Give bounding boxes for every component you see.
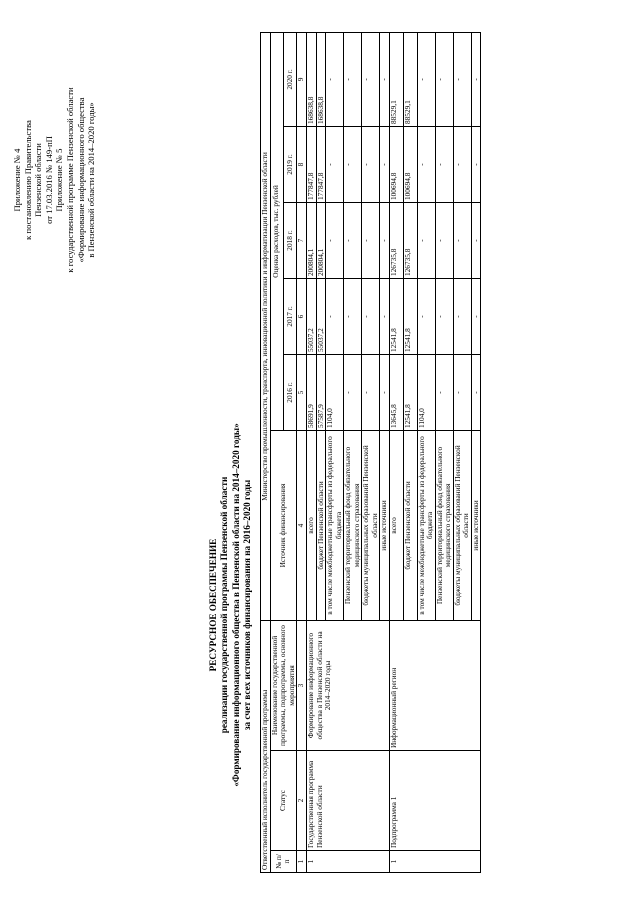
value-cell: - [417, 32, 435, 126]
source-cell: Пензенский территориальный фонд обязательного медицинского страхования [344, 430, 362, 620]
header-source: Источник финансирования [270, 430, 297, 620]
value-cell: - [326, 126, 344, 202]
source-cell: всего [389, 430, 403, 620]
value-cell: - [471, 32, 481, 126]
column-number: 6 [297, 278, 307, 354]
header-year: 2017 г. [283, 278, 296, 354]
value-cell: - [435, 32, 453, 126]
value-cell: 58691,9 [307, 354, 317, 430]
source-cell: иные источники [471, 430, 481, 620]
value-cell: - [471, 354, 481, 430]
header-num: № п/п [270, 851, 297, 873]
value-cell: 168638,8 [316, 32, 326, 126]
source-cell: Пензенский территориальный фонд обязательного медицинского страхования [435, 430, 453, 620]
value-cell: 55037,2 [316, 278, 326, 354]
value-cell: - [417, 202, 435, 278]
resource-table [260, 32, 481, 873]
value-cell: - [453, 126, 471, 202]
value-cell: - [344, 32, 362, 126]
column-number: 2 [297, 751, 307, 851]
value-cell: 168638,8 [307, 32, 317, 126]
value-cell: - [435, 202, 453, 278]
row-name: Формирование информационного общества в Пензенской области на 2014–2020 годы [307, 620, 390, 750]
column-number: 9 [297, 32, 307, 126]
value-cell: - [435, 278, 453, 354]
row-num: 1 [307, 851, 390, 873]
annex-line: к государственной программе Пензенской области [64, 87, 75, 273]
value-cell: 126735,8 [389, 202, 403, 278]
value-cell: 200804,1 [316, 202, 326, 278]
value-cell: 1104,0 [417, 354, 435, 430]
value-cell: 177847,8 [316, 126, 326, 202]
value-cell: 12541,8 [403, 354, 417, 430]
title-line: за счет всех источников финансирования на 2016–2020 годы [242, 479, 253, 731]
value-cell: - [362, 354, 380, 430]
header-row [261, 32, 271, 872]
value-cell: 57587,9 [316, 354, 326, 430]
row-name: Информационный регион [389, 620, 481, 750]
header-row [270, 32, 283, 872]
source-cell: в том числе межбюджетные трансферты из федерального бюджета [417, 430, 435, 620]
value-cell: 88529,1 [389, 32, 403, 126]
value-cell: - [453, 354, 471, 430]
column-number: 8 [297, 126, 307, 202]
source-cell: бюджеты муниципальных образований Пензенской области [453, 430, 471, 620]
source-cell: всего [307, 430, 317, 620]
value-cell: - [344, 126, 362, 202]
annex-line: к постановлению Правительства [22, 120, 33, 240]
column-number: 1 [297, 851, 307, 873]
value-cell: 55037,2 [307, 278, 317, 354]
header-estimate: Оценка расходов, тыс. рублей [270, 32, 283, 430]
header-ministry: Министерство промышленности, транспорта, инновационной политики и информатизации Пензенской области [261, 32, 271, 620]
table-row [307, 32, 317, 872]
value-cell: - [326, 32, 344, 126]
title-line: РЕСУРСНОЕ ОБЕСПЕЧЕНИЕ [208, 538, 218, 672]
header-status: Статус [270, 751, 297, 851]
value-cell: 1104,0 [326, 354, 344, 430]
column-number: 7 [297, 202, 307, 278]
source-cell: бюджеты муниципальных образований Пензенской области [362, 430, 380, 620]
value-cell: 12541,8 [403, 278, 417, 354]
source-cell: бюджет Пензенской области [316, 430, 326, 620]
document-title [208, 345, 254, 865]
value-cell: - [435, 354, 453, 430]
header-year: 2020 г. [283, 32, 296, 126]
row-status: Государственная программа Пензенской области [307, 751, 390, 851]
value-cell: 12541,8 [389, 278, 403, 354]
value-cell: 100694,8 [403, 126, 417, 202]
value-cell: - [344, 354, 362, 430]
value-cell: - [344, 202, 362, 278]
value-cell: - [380, 278, 390, 354]
header-year: 2018 г. [283, 202, 296, 278]
column-number: 4 [297, 430, 307, 620]
annex-line: Приложение № 5 [54, 148, 65, 212]
value-cell: - [471, 126, 481, 202]
value-cell: - [453, 32, 471, 126]
value-cell: - [362, 202, 380, 278]
column-number: 5 [297, 354, 307, 430]
table-row [389, 32, 403, 872]
annex-line: от 17.03.2016 № 149-пП [43, 136, 54, 224]
value-cell: - [417, 126, 435, 202]
value-cell: - [417, 278, 435, 354]
annex-line: Приложение № 4 [12, 148, 22, 212]
column-number-row [297, 32, 307, 872]
header-year: 2019 г. [283, 126, 296, 202]
annex-line: «Формирование информационного общества [75, 97, 86, 263]
value-cell: - [380, 354, 390, 430]
header-name: Наименование государственной программы, подпрограммы, основного мероприятия [270, 620, 297, 750]
value-cell: - [362, 32, 380, 126]
annex-line: Пензенской области [33, 143, 44, 217]
header-year: 2016 г. [283, 354, 296, 430]
value-cell: - [471, 278, 481, 354]
value-cell: - [453, 278, 471, 354]
annex-header [12, 30, 97, 330]
value-cell: - [362, 278, 380, 354]
title-line: «Формирование информационного общества в Пензенской области на 2014–2020 годы» [230, 423, 241, 787]
value-cell: - [380, 202, 390, 278]
value-cell: - [344, 278, 362, 354]
title-line: реализации государственной программы Пензенской области [219, 476, 230, 734]
value-cell: - [380, 126, 390, 202]
value-cell: 126735,8 [403, 202, 417, 278]
value-cell: - [326, 202, 344, 278]
row-status: Подпрограмма 1 [389, 751, 481, 851]
source-cell: бюджет Пензенской области [403, 430, 417, 620]
value-cell: 200804,1 [307, 202, 317, 278]
value-cell: 88529,1 [403, 32, 417, 126]
value-cell: 177847,8 [307, 126, 317, 202]
annex-line: в Пензенской области на 2014–2020 годы» [86, 102, 97, 258]
source-cell: иные источники [380, 430, 390, 620]
column-number: 3 [297, 620, 307, 750]
header-responsible: Ответственный исполнитель государственной программы [261, 620, 271, 872]
value-cell: - [471, 202, 481, 278]
value-cell: 13645,8 [389, 354, 403, 430]
value-cell: - [435, 126, 453, 202]
value-cell: - [326, 278, 344, 354]
value-cell: 100694,8 [389, 126, 403, 202]
value-cell: - [380, 32, 390, 126]
row-num: 1 [389, 851, 481, 873]
source-cell: в том числе межбюджетные трансферты из федерального бюджета [326, 430, 344, 620]
value-cell: - [453, 202, 471, 278]
value-cell: - [362, 126, 380, 202]
